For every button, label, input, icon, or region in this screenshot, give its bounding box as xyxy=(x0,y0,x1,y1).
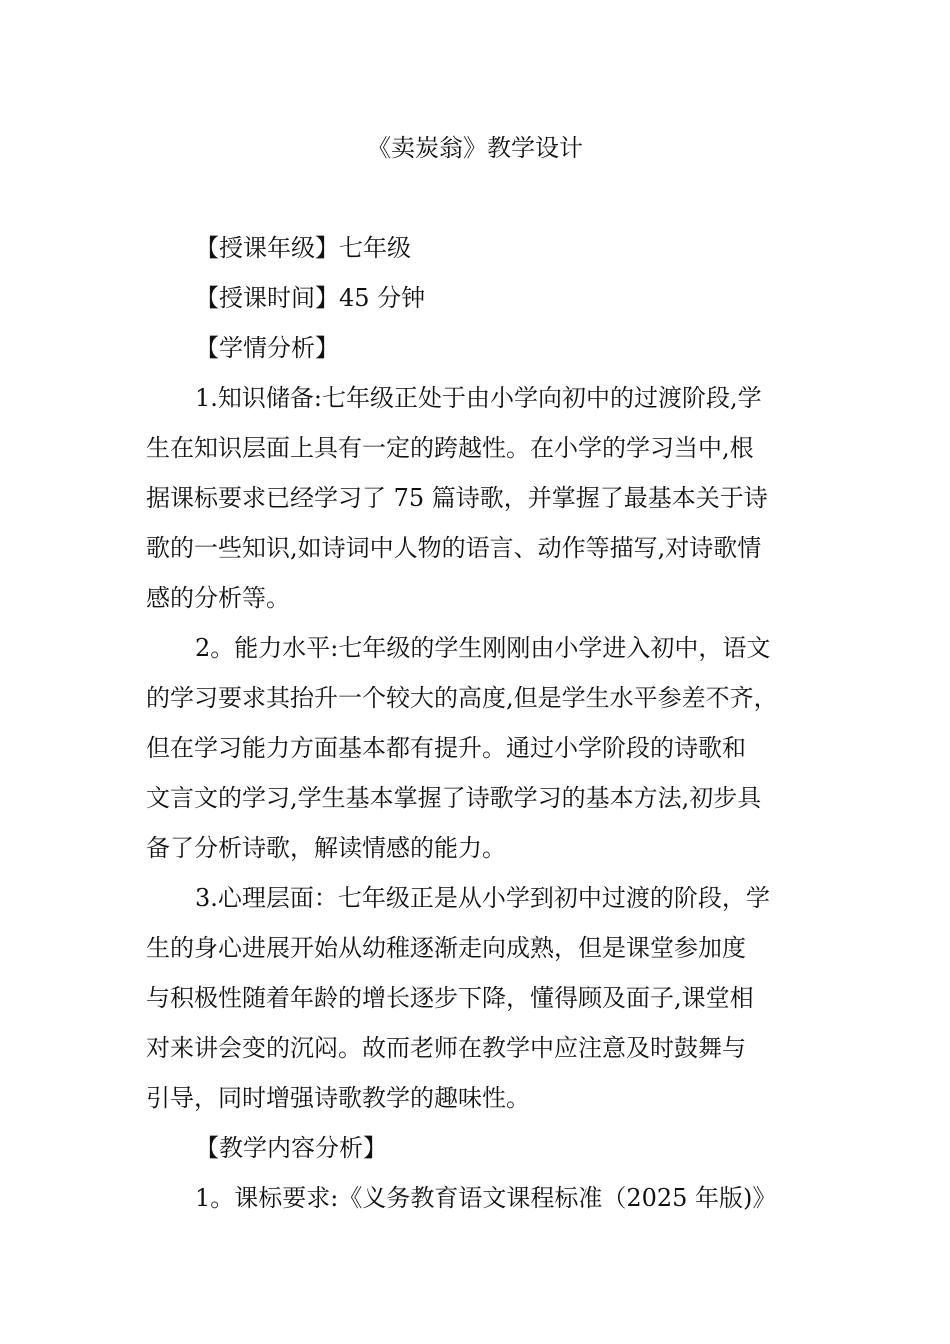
paragraph-line: 1.知识储备:七年级正处于由小学向初中的过渡阶段,学 xyxy=(195,384,762,412)
duration-line: 【授课时间】45 分钟 xyxy=(195,284,426,312)
section-heading-learner-analysis: 【学情分析】 xyxy=(195,334,339,362)
paragraph-line: 与积极性随着年龄的增长逐步下降，懂得顾及面子,课堂相 xyxy=(146,984,754,1012)
paragraph-line: 据课标要求已经学习了 75 篇诗歌，并掌握了最基本关于诗 xyxy=(146,484,768,512)
paragraph-line: 2。能力水平:七年级的学生刚刚由小学进入初中，语文 xyxy=(195,634,771,662)
paragraph-line: 备了分析诗歌，解读情感的能力。 xyxy=(146,834,506,862)
document-title: 《卖炭翁》教学设计 xyxy=(367,134,583,162)
paragraph-line: 歌的一些知识,如诗词中人物的语言、动作等描写,对诗歌情 xyxy=(146,534,762,562)
paragraph-line: 感的分析等。 xyxy=(146,584,290,612)
paragraph-line: 文言文的学习,学生基本掌握了诗歌学习的基本方法,初步具 xyxy=(146,784,762,812)
paragraph-line: 对来讲会变的沉闷。故而老师在教学中应注意及时鼓舞与 xyxy=(146,1034,746,1062)
paragraph-line: 的学习要求其抬升一个较大的高度,但是学生水平参差不齐， xyxy=(146,684,778,712)
section-heading-content-analysis: 【教学内容分析】 xyxy=(195,1134,387,1162)
paragraph-line: 3.心理层面：七年级正是从小学到初中过渡的阶段，学 xyxy=(195,884,770,912)
grade-line: 【授课年级】七年级 xyxy=(195,234,411,262)
paragraph-line: 引导，同时增强诗歌教学的趣味性。 xyxy=(146,1084,530,1112)
paragraph-line: 但在学习能力方面基本都有提升。通过小学阶段的诗歌和 xyxy=(146,734,746,762)
paragraph-line: 生在知识层面上具有一定的跨越性。在小学的学习当中,根 xyxy=(146,434,754,462)
paragraph-line: 生的身心进展开始从幼稚逐渐走向成熟，但是课堂参加度 xyxy=(146,934,746,962)
paragraph-line: 1。课标要求:《义务教育语文课程标准（2025 年版)》 xyxy=(195,1184,777,1212)
